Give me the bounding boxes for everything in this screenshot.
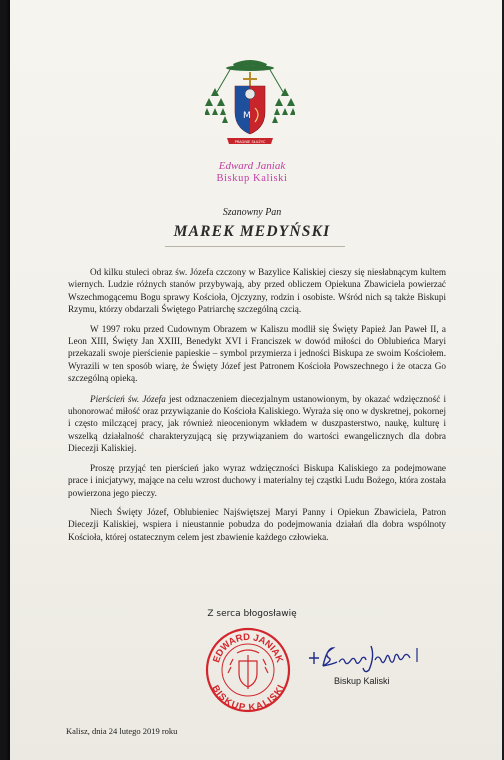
coat-of-arms-icon xyxy=(205,58,295,156)
svg-text:M: M xyxy=(243,111,251,121)
handwritten-signature-icon xyxy=(305,640,427,676)
seal-text-bottom: BISKUP KALISKI xyxy=(209,683,287,713)
closing-blessing: Z serca błogosławię xyxy=(207,609,297,619)
paragraph-3 xyxy=(68,393,446,455)
paragraph-1: Od kilku stuleci obraz św. Józefa czczony w Bazylice Kaliskiej cieszy się niesłabnącym kultem wiernych. Ludzie różnych stanów przybywają, aby przed obliczem Opiekuna Zbawiciela powierzać Wszechmogącemu Bogu sprawy Kościoła, Ojczyzny, rodzin i osobiste. Wśród nich są także Biskupi Rzymu, którzy obdarzali Świętego Patriarchę szczególną czcią. xyxy=(68,267,446,315)
paragraph-3-text: jest odznaczeniem diecezjalnym ustanowionym, by okazać wdzięczność i uhonorować miłość oraz przywiązanie do Kościoła Kaliskiego. Wyraża się ono w dyskretnej, pokornej i często milczącej pracy, jak również nieocenionym wkładem w duszpasterstwo, naukę, kulturę i wszelką działalność charakteryzującą się przywiązaniem do wartości ewangelicznych dla dobra Diecezji Kaliskiej. xyxy=(68,393,447,454)
divider xyxy=(165,246,345,247)
place-and-date: Kalisz, dnia 24 lutego 2019 roku xyxy=(66,726,178,736)
signature-title: Biskup Kaliski xyxy=(334,676,390,686)
seal-text-top: EDWARD JANIAK xyxy=(211,631,285,665)
recipient-name: MAREK MEDYŃSKI xyxy=(173,223,331,240)
bishop-name-header: Edward Janiak xyxy=(218,160,286,172)
paragraph-4: Proszę przyjąć ten pierścień jako wyraz wdzięczności Biskupa Kaliskiego za podejmowane prace i inicjatywy, mające na celu wzrost duchowy i materialny tej cząstki Ludu Bożego, która została powierzona jego pieczy. xyxy=(68,462,446,498)
seal-stamp-icon xyxy=(205,627,291,713)
letter-body xyxy=(68,266,446,550)
crest-motto: PRAGNIE SŁUŻYĆ xyxy=(234,140,266,144)
paragraph-2: W 1997 roku przed Cudownym Obrazem w Kaliszu modlił się Święty Papież Jan Paweł II, a Leon XIII, Święty Jan XXIII, Benedykt XVI i Franciszek w dowód miłości do Oblubieńca Maryi przekazali swoje pierścienie papieskie – symbol przymierza i jedności Biskupa ze swoim Kościołem. Wyrazili w ten sposób wiarę, że Święty Józef jest Patronem Kościoła Powszechnego i że otacza Go szczególną opieką. xyxy=(68,323,446,384)
greeting: Szanowny Pan xyxy=(222,207,282,218)
bishop-title-header: Biskup Kaliski xyxy=(216,173,288,184)
binder-edge xyxy=(0,0,10,760)
paragraph-3-lead: Pierścień św. Józefa xyxy=(90,393,166,404)
paragraph-5: Niech Święty Józef, Oblubieniec Najświętszej Maryi Panny i Opiekun Zbawiciela, Patron Diecezji Kaliskiej, wspiera i nieustannie pobudza do podejmowania działań dla dobra wspólnoty Kościoła, której ostatecznym celem jest zbawienie każdego człowieka. xyxy=(68,506,446,542)
